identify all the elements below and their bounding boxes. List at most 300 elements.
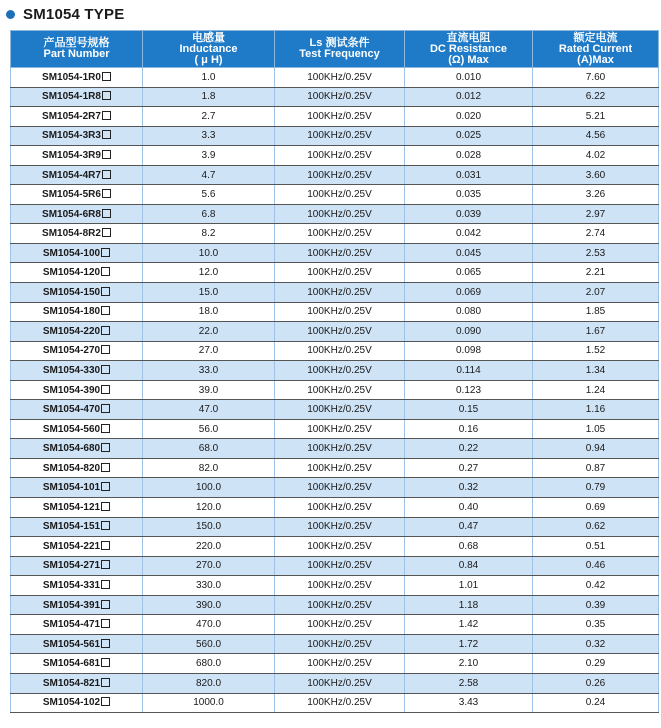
test-frequency-cell-text: 100KHz/0.25V bbox=[307, 169, 372, 181]
part-number-cell bbox=[11, 400, 143, 420]
table-row bbox=[11, 146, 659, 166]
rated-current-cell bbox=[533, 478, 659, 498]
test-frequency-cell bbox=[275, 263, 405, 283]
part-number-cell-text: SM1054-820 bbox=[42, 462, 101, 474]
rated-current-cell bbox=[533, 380, 659, 400]
table-row bbox=[11, 204, 659, 224]
test-frequency-cell-text: 100KHz/0.25V bbox=[307, 482, 372, 494]
table-row bbox=[11, 634, 659, 654]
part-number-cell-text: SM1054-1R8 bbox=[42, 91, 101, 103]
inductance-cell-text: 12.0 bbox=[198, 267, 219, 279]
header-cn: 产品型号规格 bbox=[43, 37, 110, 49]
table-row bbox=[11, 361, 659, 381]
part-number-cell bbox=[11, 126, 143, 146]
dc-resistance-cell-text: 0.080 bbox=[455, 306, 482, 318]
part-number-cell bbox=[11, 673, 143, 693]
dc-resistance-cell bbox=[405, 517, 533, 537]
table-row bbox=[11, 517, 659, 537]
table-row bbox=[11, 673, 659, 693]
test-frequency-cell-text: 100KHz/0.25V bbox=[307, 658, 372, 670]
part-number-cell bbox=[11, 478, 143, 498]
dc-resistance-cell bbox=[405, 537, 533, 557]
table-row bbox=[11, 322, 659, 342]
rated-current-cell bbox=[533, 439, 659, 459]
inductance-cell bbox=[143, 165, 275, 185]
rated-current-cell-text: 2.07 bbox=[585, 286, 606, 298]
dc-resistance-cell-text: 0.098 bbox=[455, 345, 482, 357]
part-number-cell-text: SM1054-560 bbox=[42, 423, 101, 435]
inductance-cell-text: 1.0 bbox=[201, 71, 216, 83]
rated-current-cell bbox=[533, 263, 659, 283]
inductance-cell bbox=[143, 693, 275, 713]
dc-resistance-cell bbox=[405, 165, 533, 185]
test-frequency-cell bbox=[275, 576, 405, 596]
test-frequency-cell bbox=[275, 634, 405, 654]
test-frequency-cell-text: 100KHz/0.25V bbox=[307, 228, 372, 240]
inductance-cell bbox=[143, 126, 275, 146]
dc-resistance-cell bbox=[405, 439, 533, 459]
inductance-cell-text: 56.0 bbox=[198, 423, 219, 435]
inductance-cell bbox=[143, 68, 275, 88]
rated-current-cell bbox=[533, 361, 659, 381]
inductance-cell bbox=[143, 243, 275, 263]
inductance-cell-text: 820.0 bbox=[195, 677, 222, 689]
dc-resistance-cell bbox=[405, 68, 533, 88]
part-number-cell-text: SM1054-220 bbox=[42, 325, 101, 337]
dc-resistance-cell-text: 2.58 bbox=[458, 677, 479, 689]
inductance-cell-text: 3.9 bbox=[201, 149, 216, 161]
dc-resistance-cell bbox=[405, 263, 533, 283]
dc-resistance-cell bbox=[405, 87, 533, 107]
inductance-cell-text: 560.0 bbox=[195, 638, 222, 650]
part-number-cell-text: SM1054-331 bbox=[42, 579, 101, 591]
rated-current-cell-text: 0.39 bbox=[585, 599, 606, 611]
inductance-cell-text: 1.8 bbox=[201, 91, 216, 103]
part-number-cell bbox=[11, 224, 143, 244]
part-number-cell-text: SM1054-3R9 bbox=[42, 149, 101, 161]
table-row bbox=[11, 68, 659, 88]
placeholder-box-icon bbox=[101, 658, 110, 667]
inductance-cell bbox=[143, 654, 275, 674]
dc-resistance-cell bbox=[405, 458, 533, 478]
dc-resistance-cell bbox=[405, 146, 533, 166]
dc-resistance-cell-text: 0.16 bbox=[458, 423, 479, 435]
inductance-cell bbox=[143, 458, 275, 478]
part-number-cell bbox=[11, 322, 143, 342]
table-row bbox=[11, 400, 659, 420]
test-frequency-cell-text: 100KHz/0.25V bbox=[307, 384, 372, 396]
part-number-cell bbox=[11, 419, 143, 439]
dc-resistance-cell-text: 0.090 bbox=[455, 325, 482, 337]
inductance-cell-text: 270.0 bbox=[195, 560, 222, 572]
dc-resistance-cell bbox=[405, 556, 533, 576]
placeholder-box-icon bbox=[101, 541, 110, 550]
test-frequency-cell bbox=[275, 693, 405, 713]
test-frequency-cell bbox=[275, 361, 405, 381]
rated-current-cell-text: 0.29 bbox=[585, 658, 606, 670]
rated-current-cell-text: 3.60 bbox=[585, 169, 606, 181]
part-number-cell-text: SM1054-390 bbox=[42, 384, 101, 396]
rated-current-cell bbox=[533, 498, 659, 518]
table-row bbox=[11, 615, 659, 635]
dc-resistance-cell-text: 1.72 bbox=[458, 638, 479, 650]
part-number-cell-text: SM1054-3R3 bbox=[42, 130, 101, 142]
dc-resistance-cell-text: 0.114 bbox=[456, 364, 481, 376]
inductance-cell-text: 150.0 bbox=[195, 521, 222, 533]
dc-resistance-cell bbox=[405, 419, 533, 439]
test-frequency-cell-text: 100KHz/0.25V bbox=[307, 521, 372, 533]
rated-current-cell bbox=[533, 107, 659, 127]
test-frequency-cell-text: 100KHz/0.25V bbox=[307, 423, 372, 435]
part-number-cell bbox=[11, 380, 143, 400]
inductance-cell bbox=[143, 302, 275, 322]
test-frequency-cell bbox=[275, 517, 405, 537]
inductance-cell bbox=[143, 361, 275, 381]
header-en: Inductance bbox=[179, 42, 238, 55]
part-number-cell-text: SM1054-4R7 bbox=[42, 169, 101, 181]
rated-current-cell bbox=[533, 576, 659, 596]
dc-resistance-cell-text: 0.40 bbox=[458, 501, 479, 513]
part-number-cell-text: SM1054-6R8 bbox=[42, 208, 101, 220]
placeholder-box-icon bbox=[101, 463, 110, 472]
part-number-cell-text: SM1054-180 bbox=[42, 306, 101, 318]
dc-resistance-cell bbox=[405, 595, 533, 615]
header-unit: ( μ H) bbox=[194, 53, 223, 66]
rated-current-cell-text: 3.26 bbox=[585, 189, 606, 201]
dc-resistance-cell-text: 0.025 bbox=[455, 130, 482, 142]
test-frequency-cell bbox=[275, 302, 405, 322]
inductance-cell bbox=[143, 615, 275, 635]
table-row bbox=[11, 439, 659, 459]
placeholder-box-icon bbox=[101, 600, 110, 609]
test-frequency-cell bbox=[275, 419, 405, 439]
part-number-cell bbox=[11, 458, 143, 478]
placeholder-box-icon bbox=[102, 72, 111, 81]
test-frequency-cell-text: 100KHz/0.25V bbox=[307, 110, 372, 122]
placeholder-box-icon bbox=[101, 248, 110, 257]
placeholder-box-icon bbox=[101, 502, 110, 511]
test-frequency-cell-text: 100KHz/0.25V bbox=[307, 619, 372, 631]
dc-resistance-cell bbox=[405, 243, 533, 263]
placeholder-box-icon bbox=[101, 678, 110, 687]
dc-resistance-cell-text: 0.27 bbox=[458, 462, 479, 474]
part-number-cell-text: SM1054-1R0 bbox=[42, 71, 101, 83]
placeholder-box-icon bbox=[102, 150, 111, 159]
test-frequency-cell-text: 100KHz/0.25V bbox=[307, 404, 372, 416]
test-frequency-cell bbox=[275, 204, 405, 224]
table-row bbox=[11, 107, 659, 127]
inductance-cell bbox=[143, 478, 275, 498]
dc-resistance-cell-text: 2.10 bbox=[458, 658, 479, 670]
table-row bbox=[11, 458, 659, 478]
header-inductance bbox=[143, 31, 275, 68]
test-frequency-cell-text: 100KHz/0.25V bbox=[307, 130, 372, 142]
rated-current-cell-text: 0.79 bbox=[585, 482, 606, 494]
part-number-cell-text: SM1054-151 bbox=[42, 521, 101, 533]
test-frequency-cell-text: 100KHz/0.25V bbox=[307, 540, 372, 552]
dc-resistance-cell-text: 1.42 bbox=[458, 619, 479, 631]
rated-current-cell bbox=[533, 556, 659, 576]
inductance-cell-text: 68.0 bbox=[198, 443, 219, 455]
dc-resistance-cell-text: 0.042 bbox=[455, 228, 482, 240]
placeholder-box-icon bbox=[101, 560, 110, 569]
inductance-cell bbox=[143, 224, 275, 244]
dc-resistance-cell bbox=[405, 361, 533, 381]
test-frequency-cell bbox=[275, 595, 405, 615]
rated-current-cell-text: 2.53 bbox=[585, 247, 606, 259]
inductance-cell-text: 470.0 bbox=[195, 619, 222, 631]
spec-table bbox=[10, 30, 659, 713]
inductance-cell-text: 82.0 bbox=[198, 462, 219, 474]
inductance-cell-text: 18.0 bbox=[198, 306, 219, 318]
dc-resistance-cell-text: 0.68 bbox=[458, 540, 479, 552]
dc-resistance-cell-text: 3.43 bbox=[458, 697, 479, 709]
inductance-cell-text: 33.0 bbox=[198, 364, 219, 376]
rated-current-cell-text: 1.67 bbox=[585, 325, 606, 337]
part-number-cell-text: SM1054-391 bbox=[42, 599, 101, 611]
dc-resistance-cell-text: 0.15 bbox=[458, 404, 479, 416]
header-en: Test Frequency bbox=[299, 48, 380, 60]
header-row bbox=[11, 31, 659, 68]
rated-current-cell-text: 7.60 bbox=[585, 71, 606, 83]
placeholder-box-icon bbox=[102, 111, 111, 120]
dc-resistance-cell bbox=[405, 478, 533, 498]
rated-current-cell bbox=[533, 283, 659, 303]
part-number-cell bbox=[11, 634, 143, 654]
rated-current-cell-text: 2.74 bbox=[585, 228, 606, 240]
test-frequency-cell bbox=[275, 478, 405, 498]
rated-current-cell bbox=[533, 204, 659, 224]
inductance-cell-text: 680.0 bbox=[195, 658, 222, 670]
part-number-cell-text: SM1054-471 bbox=[42, 619, 101, 631]
dc-resistance-cell-text: 0.028 bbox=[455, 149, 482, 161]
part-number-cell bbox=[11, 165, 143, 185]
part-number-cell bbox=[11, 185, 143, 205]
inductance-cell-text: 220.0 bbox=[195, 540, 222, 552]
test-frequency-cell-text: 100KHz/0.25V bbox=[307, 306, 372, 318]
part-number-cell-text: SM1054-270 bbox=[42, 345, 101, 357]
inductance-cell-text: 10.0 bbox=[198, 247, 219, 259]
table-row bbox=[11, 283, 659, 303]
test-frequency-cell bbox=[275, 615, 405, 635]
table-row bbox=[11, 224, 659, 244]
header-test-frequency bbox=[275, 31, 405, 68]
rated-current-cell-text: 1.34 bbox=[585, 364, 606, 376]
inductance-cell-text: 22.0 bbox=[198, 325, 219, 337]
test-frequency-cell-text: 100KHz/0.25V bbox=[307, 286, 372, 298]
rated-current-cell-text: 0.87 bbox=[585, 462, 606, 474]
rated-current-cell-text: 4.02 bbox=[585, 149, 606, 161]
rated-current-cell bbox=[533, 654, 659, 674]
part-number-cell bbox=[11, 556, 143, 576]
rated-current-cell-text: 0.69 bbox=[585, 501, 606, 513]
placeholder-box-icon bbox=[102, 91, 111, 100]
rated-current-cell bbox=[533, 615, 659, 635]
inductance-cell-text: 6.8 bbox=[201, 208, 216, 220]
table-row bbox=[11, 537, 659, 557]
test-frequency-cell-text: 100KHz/0.25V bbox=[307, 267, 372, 279]
part-number-cell bbox=[11, 146, 143, 166]
dc-resistance-cell-text: 0.031 bbox=[455, 169, 482, 181]
rated-current-cell bbox=[533, 634, 659, 654]
part-number-cell bbox=[11, 107, 143, 127]
inductance-cell bbox=[143, 439, 275, 459]
test-frequency-cell-text: 100KHz/0.25V bbox=[307, 91, 372, 103]
test-frequency-cell-text: 100KHz/0.25V bbox=[307, 325, 372, 337]
rated-current-cell-text: 5.21 bbox=[585, 110, 606, 122]
test-frequency-cell-text: 100KHz/0.25V bbox=[307, 247, 372, 259]
rated-current-cell bbox=[533, 146, 659, 166]
rated-current-cell bbox=[533, 341, 659, 361]
test-frequency-cell bbox=[275, 673, 405, 693]
inductance-cell bbox=[143, 380, 275, 400]
test-frequency-cell-text: 100KHz/0.25V bbox=[307, 208, 372, 220]
test-frequency-cell-text: 100KHz/0.25V bbox=[307, 189, 372, 201]
test-frequency-cell-text: 100KHz/0.25V bbox=[307, 599, 372, 611]
part-number-cell bbox=[11, 576, 143, 596]
placeholder-box-icon bbox=[101, 443, 110, 452]
inductance-cell-text: 1000.0 bbox=[193, 697, 224, 709]
test-frequency-cell bbox=[275, 107, 405, 127]
header-unit: (Ω) Max bbox=[448, 53, 489, 66]
test-frequency-cell bbox=[275, 243, 405, 263]
inductance-cell-text: 8.2 bbox=[201, 228, 216, 240]
placeholder-box-icon bbox=[101, 365, 110, 374]
part-number-cell-text: SM1054-100 bbox=[42, 247, 101, 259]
rated-current-cell bbox=[533, 302, 659, 322]
table-row bbox=[11, 419, 659, 439]
page-title: SM1054 TYPE bbox=[23, 5, 125, 23]
placeholder-box-icon bbox=[101, 619, 110, 628]
test-frequency-cell bbox=[275, 341, 405, 361]
rated-current-cell-text: 0.46 bbox=[585, 560, 606, 572]
test-frequency-cell bbox=[275, 556, 405, 576]
test-frequency-cell bbox=[275, 126, 405, 146]
inductance-cell bbox=[143, 322, 275, 342]
part-number-cell-text: SM1054-150 bbox=[42, 286, 101, 298]
part-number-cell bbox=[11, 204, 143, 224]
table-row bbox=[11, 341, 659, 361]
dc-resistance-cell bbox=[405, 693, 533, 713]
test-frequency-cell bbox=[275, 322, 405, 342]
placeholder-box-icon bbox=[101, 306, 110, 315]
part-number-cell bbox=[11, 243, 143, 263]
inductance-cell-text: 330.0 bbox=[195, 579, 222, 591]
rated-current-cell-text: 1.85 bbox=[585, 306, 606, 318]
table-row bbox=[11, 498, 659, 518]
rated-current-cell-text: 2.97 bbox=[585, 208, 606, 220]
rated-current-cell bbox=[533, 224, 659, 244]
placeholder-box-icon bbox=[101, 521, 110, 530]
part-number-cell-text: SM1054-470 bbox=[42, 404, 101, 416]
table-row bbox=[11, 380, 659, 400]
rated-current-cell bbox=[533, 693, 659, 713]
test-frequency-cell-text: 100KHz/0.25V bbox=[307, 443, 372, 455]
rated-current-cell-text: 0.62 bbox=[585, 521, 606, 533]
rated-current-cell bbox=[533, 458, 659, 478]
part-number-cell-text: SM1054-271 bbox=[42, 560, 101, 572]
test-frequency-cell bbox=[275, 146, 405, 166]
placeholder-box-icon bbox=[101, 345, 110, 354]
test-frequency-cell bbox=[275, 165, 405, 185]
inductance-cell-text: 27.0 bbox=[198, 345, 219, 357]
inductance-cell bbox=[143, 576, 275, 596]
rated-current-cell bbox=[533, 517, 659, 537]
inductance-cell-text: 3.3 bbox=[201, 130, 216, 142]
rated-current-cell-text: 2.21 bbox=[585, 267, 606, 279]
inductance-cell-text: 39.0 bbox=[198, 384, 219, 396]
header-part-number bbox=[11, 31, 143, 68]
rated-current-cell-text: 4.56 bbox=[585, 130, 606, 142]
dc-resistance-cell-text: 0.069 bbox=[455, 286, 482, 298]
placeholder-box-icon bbox=[102, 189, 111, 198]
table-row bbox=[11, 595, 659, 615]
inductance-cell bbox=[143, 400, 275, 420]
placeholder-box-icon bbox=[101, 326, 110, 335]
test-frequency-cell bbox=[275, 439, 405, 459]
dc-resistance-cell bbox=[405, 498, 533, 518]
placeholder-box-icon bbox=[101, 385, 110, 394]
inductance-cell bbox=[143, 283, 275, 303]
inductance-cell bbox=[143, 556, 275, 576]
dc-resistance-cell bbox=[405, 283, 533, 303]
test-frequency-cell bbox=[275, 458, 405, 478]
header-en: Part Number bbox=[43, 48, 110, 60]
dc-resistance-cell bbox=[405, 341, 533, 361]
rated-current-cell bbox=[533, 185, 659, 205]
dc-resistance-cell-text: 0.012 bbox=[455, 91, 482, 103]
test-frequency-cell-text: 100KHz/0.25V bbox=[307, 462, 372, 474]
part-number-cell bbox=[11, 341, 143, 361]
header-cn: 直流电阻 bbox=[446, 31, 491, 44]
inductance-cell bbox=[143, 107, 275, 127]
inductance-cell-text: 120.0 bbox=[195, 501, 222, 513]
header-cn: Ls 测试条件 bbox=[309, 37, 370, 49]
test-frequency-cell bbox=[275, 283, 405, 303]
inductance-cell bbox=[143, 498, 275, 518]
test-frequency-cell bbox=[275, 654, 405, 674]
dc-resistance-cell-text: 0.065 bbox=[455, 267, 482, 279]
inductance-cell-text: 2.7 bbox=[201, 110, 216, 122]
part-number-cell-text: SM1054-102 bbox=[42, 697, 101, 709]
test-frequency-cell-text: 100KHz/0.25V bbox=[307, 638, 372, 650]
dc-resistance-cell-text: 0.039 bbox=[455, 208, 482, 220]
inductance-cell-text: 100.0 bbox=[195, 482, 222, 494]
dc-resistance-cell-text: 0.035 bbox=[455, 189, 482, 201]
table-row bbox=[11, 302, 659, 322]
rated-current-cell-text: 0.51 bbox=[585, 540, 606, 552]
part-number-cell bbox=[11, 68, 143, 88]
placeholder-box-icon bbox=[101, 482, 110, 491]
rated-current-cell-text: 0.24 bbox=[585, 697, 606, 709]
part-number-cell-text: SM1054-221 bbox=[42, 540, 101, 552]
header-rated-current bbox=[533, 31, 659, 68]
part-number-cell bbox=[11, 283, 143, 303]
placeholder-box-icon bbox=[101, 267, 110, 276]
part-number-cell bbox=[11, 693, 143, 713]
dc-resistance-cell-text: 0.47 bbox=[458, 521, 479, 533]
test-frequency-cell-text: 100KHz/0.25V bbox=[307, 345, 372, 357]
placeholder-box-icon bbox=[102, 209, 111, 218]
rated-current-cell-text: 1.24 bbox=[585, 384, 606, 396]
dc-resistance-cell bbox=[405, 634, 533, 654]
rated-current-cell bbox=[533, 673, 659, 693]
table-row bbox=[11, 556, 659, 576]
title-row bbox=[6, 4, 124, 24]
dc-resistance-cell-text: 0.22 bbox=[458, 443, 479, 455]
test-frequency-cell-text: 100KHz/0.25V bbox=[307, 560, 372, 572]
test-frequency-cell-text: 100KHz/0.25V bbox=[307, 677, 372, 689]
